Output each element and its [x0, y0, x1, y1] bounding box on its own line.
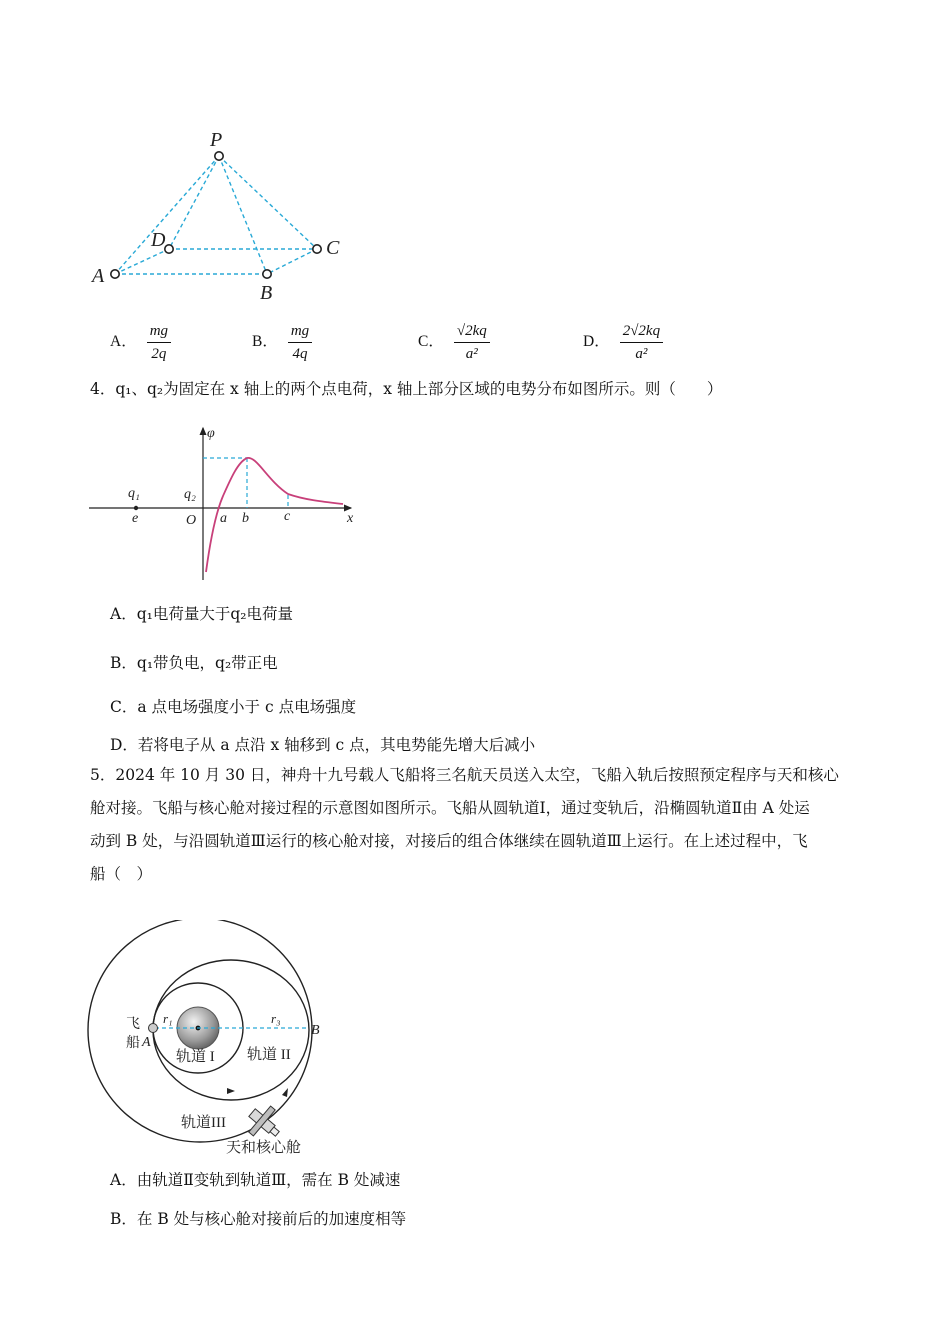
radius-label-r1: r₁: [163, 1011, 173, 1026]
point-label-a-orbit: A: [142, 1035, 151, 1050]
charge-label-q1: q₁: [128, 486, 140, 501]
ship-label-1: 飞: [126, 1017, 140, 1032]
spacecraft: [149, 1024, 158, 1033]
point-label-c: c: [284, 509, 291, 524]
q5-stem-line-4: 船（ ）: [90, 865, 153, 883]
q5-option-a[interactable]: A．由轨道Ⅱ变轨到轨道Ⅲ，需在 B 处减速: [110, 1171, 401, 1189]
orbit-1-label: 轨道 I: [176, 1049, 215, 1065]
q5-stem-line-1: 5．2024 年 10 月 30 日，神舟十九号载人飞船将三名航天员送入太空，飞船入轨后按照预定程序与天和核心: [90, 766, 839, 784]
q3-option-a[interactable]: A． $\frac{mg}{2q}$: [110, 320, 171, 364]
pyramid-figure: [85, 125, 355, 305]
q3-option-d[interactable]: D． $\frac{2√2kq}{\text{a²}}$: [583, 320, 663, 364]
orbit-2: [153, 960, 309, 1100]
point-p: [215, 152, 223, 160]
q5-stem-line-2: 舱对接。飞船与核心舱对接过程的示意图如图所示。飞船从圆轨道Ⅰ，通过变轨后，沿椭圆轨道Ⅱ由 A 处运: [90, 799, 810, 817]
charge-q1-dot: [134, 506, 138, 510]
q4-option-a[interactable]: A．q₁电荷量大于q₂电荷量: [110, 605, 293, 623]
origin-label: O: [186, 513, 197, 528]
axis-label-x: x: [347, 511, 354, 526]
point-b: [263, 270, 271, 278]
point-label-a: a: [220, 511, 227, 526]
label-p: P: [210, 129, 223, 151]
point-d: [165, 245, 173, 253]
orbit-3-label: 轨道III: [181, 1115, 226, 1131]
point-a: [111, 270, 119, 278]
q4-stem: 4．q₁、q₂为固定在 x 轴上的两个点电荷，x 轴上部分区域的电势分布如图所示。则（ ）: [90, 380, 723, 398]
orbit-diagram: [85, 920, 335, 1160]
q3-option-c[interactable]: C． $\frac{√2kq}{\text{a²}}$: [418, 320, 490, 364]
label-d: D: [151, 229, 166, 251]
potential-graph: [85, 420, 375, 582]
q4-option-b[interactable]: B．q₁带负电，q₂带正电: [110, 654, 278, 672]
orbit-2-label: 轨道 II: [247, 1047, 291, 1063]
label-a: A: [92, 265, 105, 287]
point-label-b: b: [242, 511, 249, 526]
q5-option-b[interactable]: B．在 B 处与核心舱对接前后的加速度相等: [110, 1210, 407, 1228]
point-label-b-orbit: B: [311, 1023, 320, 1038]
ship-label-2: 船: [126, 1036, 140, 1051]
point-label-e: e: [132, 511, 139, 526]
point-c: [313, 245, 321, 253]
axis-label-phi: φ: [207, 426, 215, 441]
q4-option-d[interactable]: D．若将电子从 a 点沿 x 轴移到 c 点，其电势能先增大后减小: [110, 736, 536, 754]
radius-label-r3: r₃: [271, 1011, 281, 1026]
q3-option-b[interactable]: B． $\frac{mg}{4q}$: [252, 320, 312, 364]
label-b: B: [260, 282, 273, 304]
q5-stem: [90, 759, 880, 891]
label-c: C: [326, 237, 340, 259]
q4-option-c[interactable]: C．a 点电场强度小于 c 点电场强度: [110, 698, 357, 716]
charge-label-q2: q₂: [184, 487, 196, 502]
q5-stem-line-3: 动到 B 处，与沿圆轨道Ⅲ运行的核心舱对接，对接后的组合体继续在圆轨道Ⅲ上运行。在上述过程中，飞: [90, 832, 808, 850]
station-label: 天和核心舱: [226, 1140, 302, 1156]
